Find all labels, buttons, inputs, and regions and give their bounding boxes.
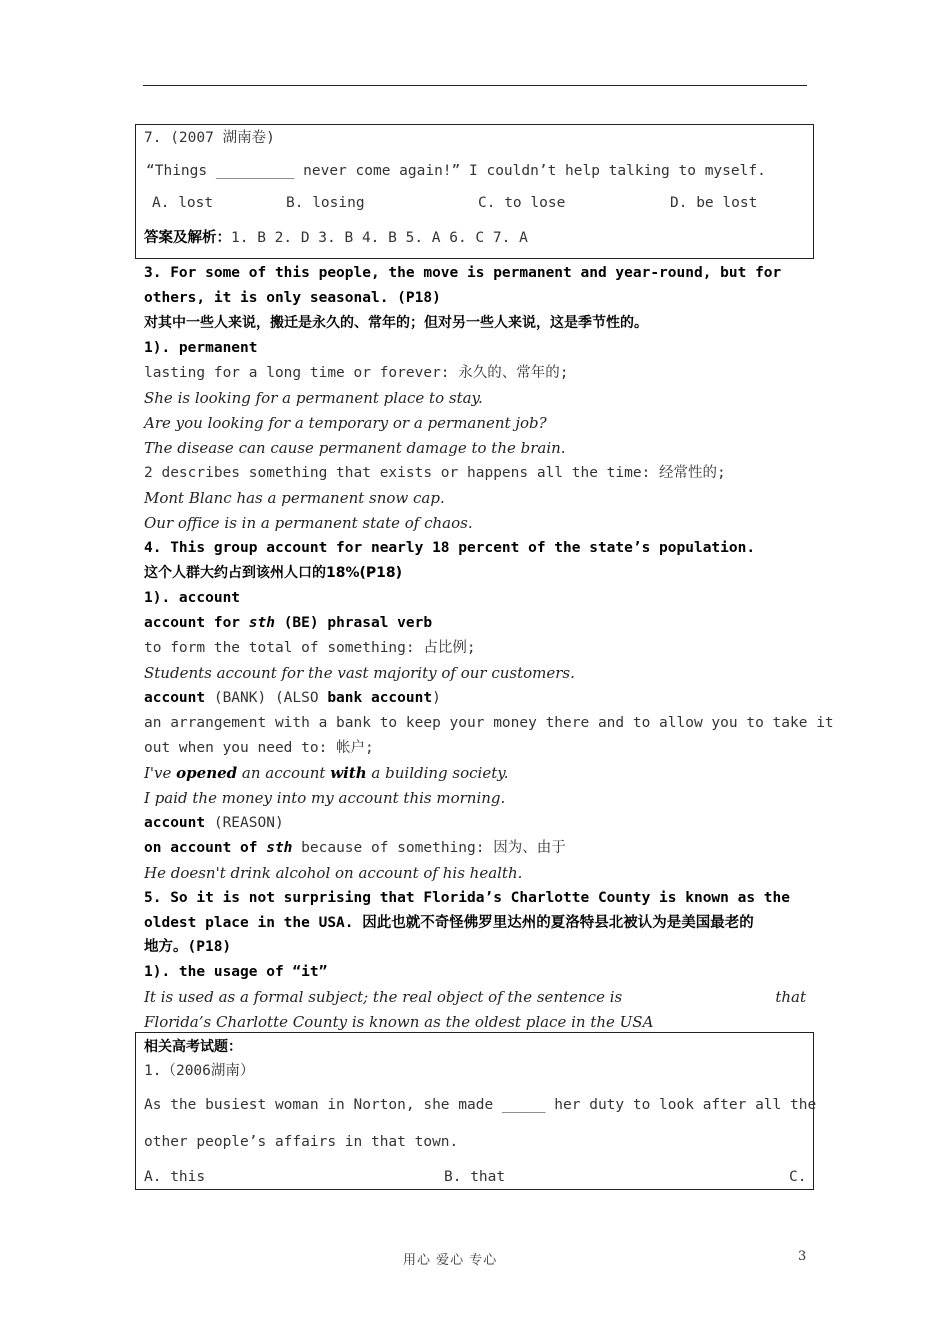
header-rule	[143, 85, 807, 86]
exam-option-a: A. this	[144, 1169, 206, 1185]
option-b: B. losing	[286, 195, 365, 211]
section-4-sentence: 4. This group account for nearly 18 percent of the state’s population.	[144, 540, 756, 556]
permanent-definition-2: 2 describes something that exists or happens all the time: 经常性的;	[144, 465, 726, 481]
permanent-definition-1: lasting for a long time or forever: 永久的、常年的;	[144, 365, 569, 381]
option-d: D. be lost	[670, 195, 758, 211]
usage-of-it-explanation-line1: It is used as a formal subject; the real object of the sentence is that	[144, 988, 806, 1006]
exam-option-c: C.	[789, 1169, 807, 1185]
exam-questions-title: 相关高考试题：	[144, 1039, 242, 1055]
account-reason-heading: account (REASON)	[144, 815, 284, 831]
answer-label: 答案及解析：	[144, 230, 231, 246]
section-3-sentence-line1: 3. For some of this people, the move is permanent and year-round, but for	[144, 265, 782, 281]
account-bank-definition-line1: an arrangement with a bank to keep your money there and to allow you to take it	[144, 715, 834, 731]
question-heading: 7. (2007 湖南卷)	[144, 130, 275, 146]
page-number: 3	[798, 1249, 807, 1264]
usage-of-it-heading: 1). the usage of “it”	[144, 964, 328, 980]
account-for-definition: to form the total of something: 占比例;	[144, 640, 476, 656]
permanent-example-4: Mont Blanc has a permanent snow cap.	[144, 489, 445, 507]
permanent-example-3: The disease can cause permanent damage to the brain.	[144, 439, 566, 457]
section-3-sentence-line2: others, it is only seasonal. (P18)	[144, 290, 441, 306]
account-for-example: Students account for the vast majority of our customers.	[144, 664, 575, 682]
permanent-example-1: She is looking for a permanent place to stay.	[144, 389, 483, 407]
footer-motto: 用心 爱心 专心	[403, 1253, 498, 1268]
section-5-sentence-line2: oldest place in the USA. 因此也就不奇怪佛罗里达州的夏洛特县北被认为是美国最老的	[144, 915, 754, 931]
section-5-sentence-line3: 地方。(P18)	[144, 939, 232, 955]
account-for-phrase: account for sth (BE) phrasal verb	[144, 615, 433, 631]
section-4-translation: 这个人群大约占到该州人口的18%(P18)	[144, 565, 403, 581]
option-c: C. to lose	[478, 195, 566, 211]
option-a: A. lost	[152, 195, 214, 211]
on-account-of-example: He doesn't drink alcohol on account of his health.	[144, 864, 523, 882]
exam-question-heading: 1.（2006湖南）	[144, 1063, 255, 1079]
answer-line	[144, 228, 528, 248]
section-3-translation: 对其中一些人来说，搬迁是永久的、常年的；但对另一些人来说，这是季节性的。	[144, 315, 648, 331]
account-bank-example-1: I've opened an account with a building society.	[144, 764, 509, 782]
exam-question-line2: other people’s affairs in that town.	[144, 1134, 459, 1150]
permanent-example-5: Our office is in a permanent state of chaos.	[144, 514, 473, 532]
question-text: “Things _________ never come again!” I couldn’t help talking to myself.	[146, 163, 766, 179]
on-account-of-phrase: on account of sth because of something: 因为、由于	[144, 840, 566, 856]
answer-text: 1. B 2. D 3. B 4. B 5. A 6. C 7. A	[231, 230, 528, 246]
account-bank-heading: account (BANK) (ALSO bank account)	[144, 690, 441, 706]
permanent-heading: 1). permanent	[144, 340, 258, 356]
section-5-sentence-line1: 5. So it is not surprising that Florida’s Charlotte County is known as the	[144, 890, 791, 906]
account-bank-example-2: I paid the money into my account this morning.	[144, 789, 506, 807]
permanent-example-2: Are you looking for a temporary or a permanent job?	[144, 414, 547, 432]
account-bank-definition-line2: out when you need to: 帐户;	[144, 740, 374, 756]
exam-question-line1: As the busiest woman in Norton, she made _____ her duty to look after all the	[144, 1097, 817, 1113]
account-heading: 1). account	[144, 590, 241, 606]
exam-option-b: B. that	[444, 1169, 506, 1185]
usage-of-it-explanation-line2: Florida’s Charlotte County is known as the oldest place in the USA	[144, 1013, 654, 1031]
